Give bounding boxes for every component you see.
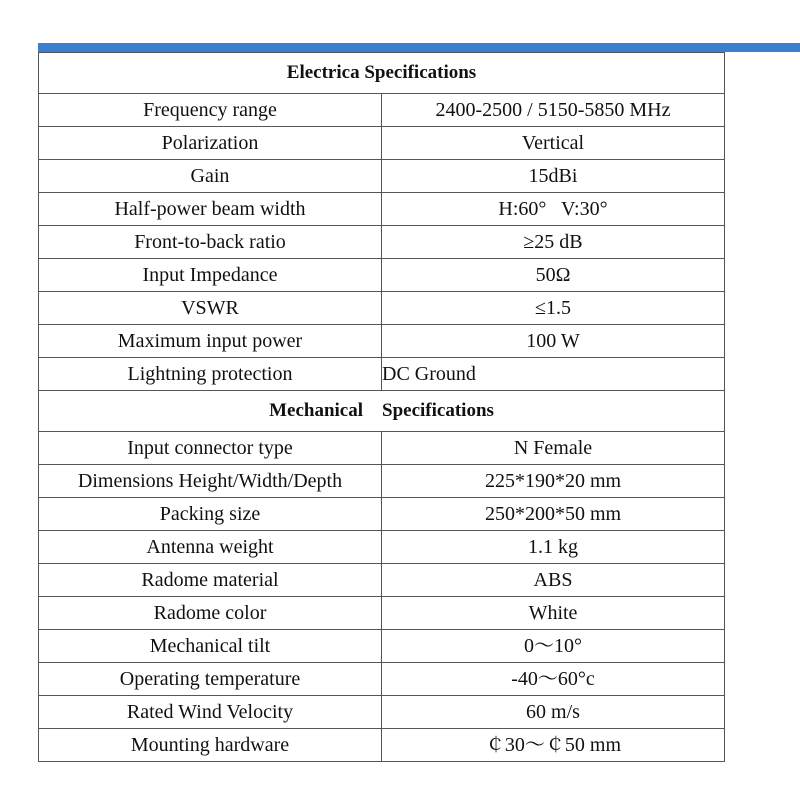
spec-label: Gain bbox=[39, 160, 382, 193]
table-row bbox=[39, 325, 725, 358]
spec-value: ≥25 dB bbox=[382, 226, 725, 259]
spec-value: -40～60°c bbox=[382, 663, 725, 696]
electrical-title: Electrica Specifications bbox=[39, 53, 725, 94]
section-header-mechanical bbox=[39, 391, 725, 432]
table-row bbox=[39, 498, 725, 531]
table-row bbox=[39, 127, 725, 160]
spec-value: ≤1.5 bbox=[382, 292, 725, 325]
table-row bbox=[39, 465, 725, 498]
mechanical-title: Mechanical Specifications bbox=[39, 391, 725, 432]
table-cutoff-mask bbox=[38, 762, 728, 802]
spec-label: Polarization bbox=[39, 127, 382, 160]
spec-label: Mechanical tilt bbox=[39, 630, 382, 663]
spec-value: DC Ground bbox=[382, 358, 725, 391]
spec-label: Frequency range bbox=[39, 94, 382, 127]
spec-label: Maximum input power bbox=[39, 325, 382, 358]
spec-label: Input connector type bbox=[39, 432, 382, 465]
table-row bbox=[39, 564, 725, 597]
table-row bbox=[39, 226, 725, 259]
spec-value: 2400-2500 / 5150-5850 MHz bbox=[382, 94, 725, 127]
spec-value: H:60° V:30° bbox=[382, 193, 725, 226]
spec-value: N Female bbox=[382, 432, 725, 465]
spec-value: 50Ω bbox=[382, 259, 725, 292]
table-row bbox=[39, 729, 725, 762]
table-row bbox=[39, 292, 725, 325]
spec-label: Packing size bbox=[39, 498, 382, 531]
table-row bbox=[39, 597, 725, 630]
spec-value: ￠30～￠50 mm bbox=[382, 729, 725, 762]
spec-value: 250*200*50 mm bbox=[382, 498, 725, 531]
spec-value: ABS bbox=[382, 564, 725, 597]
spec-label: Half-power beam width bbox=[39, 193, 382, 226]
spec-label: Input Impedance bbox=[39, 259, 382, 292]
spec-label: Dimensions Height/Width/Depth bbox=[39, 465, 382, 498]
spec-table bbox=[38, 52, 725, 762]
spec-label: Radome color bbox=[39, 597, 382, 630]
spec-label: Radome material bbox=[39, 564, 382, 597]
spec-value: White bbox=[382, 597, 725, 630]
table-row bbox=[39, 432, 725, 465]
spec-label: Mounting hardware bbox=[39, 729, 382, 762]
spec-value: 100 W bbox=[382, 325, 725, 358]
spec-label: Front-to-back ratio bbox=[39, 226, 382, 259]
spec-value: 15dBi bbox=[382, 160, 725, 193]
spec-label: Operating temperature bbox=[39, 663, 382, 696]
section-header-electrical bbox=[39, 53, 725, 94]
spec-value: 60 m/s bbox=[382, 696, 725, 729]
table-row bbox=[39, 630, 725, 663]
table-row bbox=[39, 663, 725, 696]
spec-value: 0～10° bbox=[382, 630, 725, 663]
spec-value: 225*190*20 mm bbox=[382, 465, 725, 498]
spec-label: Lightning protection bbox=[39, 358, 382, 391]
table-row bbox=[39, 259, 725, 292]
table-row bbox=[39, 193, 725, 226]
top-accent-bar bbox=[38, 43, 800, 52]
spec-label: Rated Wind Velocity bbox=[39, 696, 382, 729]
spec-label: Antenna weight bbox=[39, 531, 382, 564]
table-row bbox=[39, 358, 725, 391]
spec-value: 1.1 kg bbox=[382, 531, 725, 564]
spec-value: Vertical bbox=[382, 127, 725, 160]
table-row bbox=[39, 160, 725, 193]
spec-label: VSWR bbox=[39, 292, 382, 325]
table-row bbox=[39, 696, 725, 729]
table-row bbox=[39, 531, 725, 564]
table-row bbox=[39, 94, 725, 127]
